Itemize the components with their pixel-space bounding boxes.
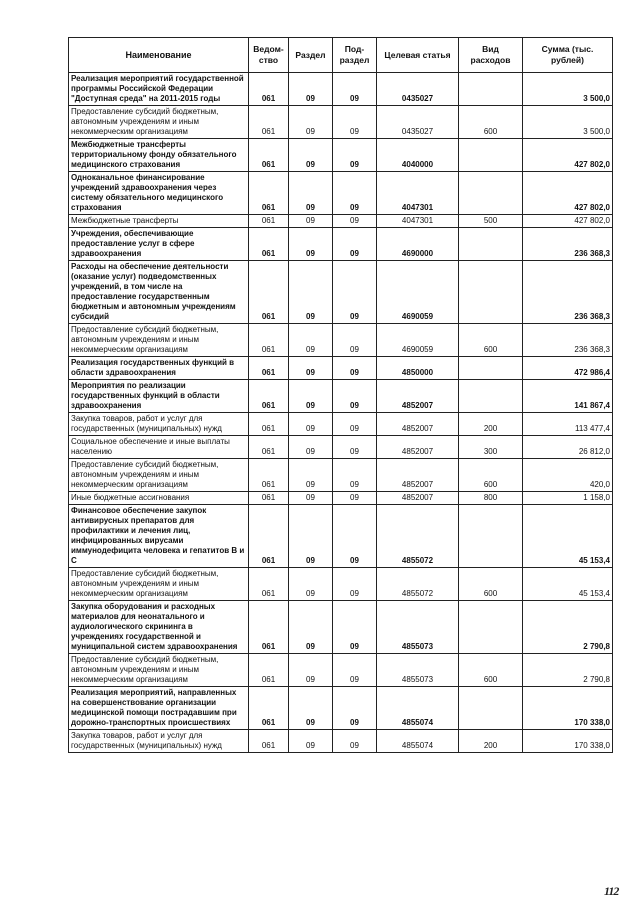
cell-sub: 09 bbox=[333, 436, 377, 459]
cell-name: Социальное обеспечение и иные выплаты населению bbox=[69, 436, 249, 459]
cell-section: 09 bbox=[289, 413, 333, 436]
cell-name: Предоставление субсидий бюджетным, автономным учреждениям и иным некоммерческим организациям bbox=[69, 106, 249, 139]
cell-sum: 236 368,3 bbox=[523, 228, 613, 261]
cell-dept: 061 bbox=[249, 687, 289, 730]
table-row bbox=[69, 380, 613, 413]
cell-name: Реализация мероприятий, направленных на совершенствование организации медицинской помощи пострадавшим при дорожно-транспортных происшествиях bbox=[69, 687, 249, 730]
cell-sub: 09 bbox=[333, 601, 377, 654]
cell-section: 09 bbox=[289, 654, 333, 687]
cell-kind bbox=[459, 505, 523, 568]
cell-kind: 600 bbox=[459, 324, 523, 357]
table-row bbox=[69, 413, 613, 436]
cell-sub: 09 bbox=[333, 413, 377, 436]
cell-target: 4855074 bbox=[377, 687, 459, 730]
cell-name: Закупка оборудования и расходных материалов для неонатального и аудиологического скрининга в учреждениях государственной и муниципальной систем здравоохранения bbox=[69, 601, 249, 654]
cell-section: 09 bbox=[289, 380, 333, 413]
cell-section: 09 bbox=[289, 568, 333, 601]
cell-sub: 09 bbox=[333, 505, 377, 568]
cell-sum: 113 477,4 bbox=[523, 413, 613, 436]
cell-kind bbox=[459, 228, 523, 261]
cell-kind: 600 bbox=[459, 459, 523, 492]
table-row bbox=[69, 228, 613, 261]
table-row bbox=[69, 492, 613, 505]
cell-sub: 09 bbox=[333, 215, 377, 228]
cell-target: 4855073 bbox=[377, 654, 459, 687]
header-target: Целевая статья bbox=[377, 38, 459, 73]
cell-kind bbox=[459, 261, 523, 324]
cell-name: Расходы на обеспечение деятельности (оказание услуг) подведомственных учреждений, в том числе на предоставление государственным бюджетным и автономным учреждениям субсидий bbox=[69, 261, 249, 324]
cell-name: Мероприятия по реализации государственных функций в области здравоохранения bbox=[69, 380, 249, 413]
cell-target: 4855074 bbox=[377, 730, 459, 753]
table-row bbox=[69, 505, 613, 568]
header-sum: Сумма (тыс. рублей) bbox=[523, 38, 613, 73]
table-row bbox=[69, 106, 613, 139]
cell-target: 4852007 bbox=[377, 413, 459, 436]
cell-sum: 3 500,0 bbox=[523, 73, 613, 106]
header-dept: Ведом-ство bbox=[249, 38, 289, 73]
cell-sum: 2 790,8 bbox=[523, 654, 613, 687]
cell-sum: 427 802,0 bbox=[523, 172, 613, 215]
cell-sub: 09 bbox=[333, 654, 377, 687]
cell-section: 09 bbox=[289, 357, 333, 380]
cell-dept: 061 bbox=[249, 601, 289, 654]
budget-table-sheet bbox=[68, 37, 612, 753]
cell-sub: 09 bbox=[333, 73, 377, 106]
cell-sub: 09 bbox=[333, 228, 377, 261]
cell-name: Одноканальное финансирование учреждений здравоохранения через систему обязательного медицинского страхования bbox=[69, 172, 249, 215]
cell-kind: 800 bbox=[459, 492, 523, 505]
cell-dept: 061 bbox=[249, 654, 289, 687]
cell-kind: 600 bbox=[459, 654, 523, 687]
cell-section: 09 bbox=[289, 601, 333, 654]
cell-target: 4852007 bbox=[377, 436, 459, 459]
cell-kind: 300 bbox=[459, 436, 523, 459]
cell-target: 4852007 bbox=[377, 459, 459, 492]
cell-section: 09 bbox=[289, 106, 333, 139]
cell-sum: 1 158,0 bbox=[523, 492, 613, 505]
cell-target: 4047301 bbox=[377, 215, 459, 228]
cell-sub: 09 bbox=[333, 324, 377, 357]
cell-target: 4040000 bbox=[377, 139, 459, 172]
cell-target: 4852007 bbox=[377, 492, 459, 505]
cell-sub: 09 bbox=[333, 357, 377, 380]
cell-sum: 45 153,4 bbox=[523, 568, 613, 601]
cell-name: Предоставление субсидий бюджетным, автономным учреждениям и иным некоммерческим организациям bbox=[69, 654, 249, 687]
cell-name: Учреждения, обеспечивающие предоставление услуг в сфере здравоохранения bbox=[69, 228, 249, 261]
cell-name: Иные бюджетные ассигнования bbox=[69, 492, 249, 505]
cell-dept: 061 bbox=[249, 492, 289, 505]
page-number-mark: 112 bbox=[604, 884, 619, 898]
cell-sum: 420,0 bbox=[523, 459, 613, 492]
table-row bbox=[69, 601, 613, 654]
cell-sub: 09 bbox=[333, 459, 377, 492]
cell-sub: 09 bbox=[333, 730, 377, 753]
cell-kind bbox=[459, 139, 523, 172]
cell-sum: 170 338,0 bbox=[523, 730, 613, 753]
cell-section: 09 bbox=[289, 459, 333, 492]
table-row bbox=[69, 172, 613, 215]
cell-name: Предоставление субсидий бюджетным, автономным учреждениям и иным некоммерческим организациям bbox=[69, 324, 249, 357]
cell-kind: 600 bbox=[459, 106, 523, 139]
table-row bbox=[69, 568, 613, 601]
table-header-row bbox=[69, 38, 613, 73]
cell-sum: 141 867,4 bbox=[523, 380, 613, 413]
cell-sum: 26 812,0 bbox=[523, 436, 613, 459]
cell-name: Межбюджетные трансферты территориальному фонду обязательного медицинского страхования bbox=[69, 139, 249, 172]
cell-dept: 061 bbox=[249, 172, 289, 215]
cell-sum: 170 338,0 bbox=[523, 687, 613, 730]
cell-section: 09 bbox=[289, 172, 333, 215]
cell-dept: 061 bbox=[249, 261, 289, 324]
cell-name: Межбюджетные трансферты bbox=[69, 215, 249, 228]
table-row bbox=[69, 436, 613, 459]
cell-target: 4690059 bbox=[377, 261, 459, 324]
cell-sum: 2 790,8 bbox=[523, 601, 613, 654]
cell-sub: 09 bbox=[333, 380, 377, 413]
cell-section: 09 bbox=[289, 215, 333, 228]
cell-section: 09 bbox=[289, 492, 333, 505]
table-row bbox=[69, 139, 613, 172]
cell-target: 4855072 bbox=[377, 568, 459, 601]
table-row bbox=[69, 357, 613, 380]
cell-target: 4690059 bbox=[377, 324, 459, 357]
cell-target: 4047301 bbox=[377, 172, 459, 215]
cell-dept: 061 bbox=[249, 436, 289, 459]
cell-kind bbox=[459, 172, 523, 215]
cell-name: Предоставление субсидий бюджетным, автономным учреждениям и иным некоммерческим организациям bbox=[69, 459, 249, 492]
cell-dept: 061 bbox=[249, 413, 289, 436]
cell-target: 4852007 bbox=[377, 380, 459, 413]
cell-sum: 427 802,0 bbox=[523, 139, 613, 172]
table-row bbox=[69, 261, 613, 324]
cell-dept: 061 bbox=[249, 357, 289, 380]
cell-dept: 061 bbox=[249, 505, 289, 568]
cell-name: Финансовое обеспечение закупок антивирусных препаратов для профилактики и лечения лиц, инфицированных вирусами иммунодефицита человека и гепатитов В и С bbox=[69, 505, 249, 568]
cell-name: Реализация государственных функций в области здравоохранения bbox=[69, 357, 249, 380]
cell-sum: 236 368,3 bbox=[523, 324, 613, 357]
cell-name: Закупка товаров, работ и услуг для государственных (муниципальных) нужд bbox=[69, 730, 249, 753]
cell-section: 09 bbox=[289, 687, 333, 730]
cell-section: 09 bbox=[289, 73, 333, 106]
cell-target: 0435027 bbox=[377, 106, 459, 139]
cell-sub: 09 bbox=[333, 568, 377, 601]
cell-section: 09 bbox=[289, 730, 333, 753]
cell-dept: 061 bbox=[249, 568, 289, 601]
cell-dept: 061 bbox=[249, 215, 289, 228]
cell-target: 4690000 bbox=[377, 228, 459, 261]
cell-dept: 061 bbox=[249, 73, 289, 106]
cell-dept: 061 bbox=[249, 324, 289, 357]
table-row bbox=[69, 687, 613, 730]
cell-sum: 3 500,0 bbox=[523, 106, 613, 139]
cell-kind: 600 bbox=[459, 568, 523, 601]
cell-target: 4855072 bbox=[377, 505, 459, 568]
cell-dept: 061 bbox=[249, 228, 289, 261]
cell-kind bbox=[459, 357, 523, 380]
cell-sub: 09 bbox=[333, 492, 377, 505]
header-name: Наименование bbox=[69, 38, 249, 73]
cell-section: 09 bbox=[289, 436, 333, 459]
cell-sum: 472 986,4 bbox=[523, 357, 613, 380]
cell-sub: 09 bbox=[333, 687, 377, 730]
header-section: Раздел bbox=[289, 38, 333, 73]
cell-target: 4850000 bbox=[377, 357, 459, 380]
table-body bbox=[69, 73, 613, 753]
cell-section: 09 bbox=[289, 505, 333, 568]
table-row bbox=[69, 324, 613, 357]
cell-name: Предоставление субсидий бюджетным, автономным учреждениям и иным некоммерческим организациям bbox=[69, 568, 249, 601]
header-subsection: Под-раздел bbox=[333, 38, 377, 73]
cell-section: 09 bbox=[289, 228, 333, 261]
cell-dept: 061 bbox=[249, 730, 289, 753]
cell-section: 09 bbox=[289, 261, 333, 324]
cell-kind bbox=[459, 73, 523, 106]
cell-kind: 200 bbox=[459, 730, 523, 753]
cell-dept: 061 bbox=[249, 139, 289, 172]
cell-kind: 200 bbox=[459, 413, 523, 436]
cell-sum: 236 368,3 bbox=[523, 261, 613, 324]
cell-dept: 061 bbox=[249, 459, 289, 492]
cell-kind bbox=[459, 687, 523, 730]
cell-section: 09 bbox=[289, 324, 333, 357]
cell-kind bbox=[459, 380, 523, 413]
cell-dept: 061 bbox=[249, 380, 289, 413]
table-row bbox=[69, 730, 613, 753]
cell-sum: 427 802,0 bbox=[523, 215, 613, 228]
cell-sub: 09 bbox=[333, 172, 377, 215]
table-row bbox=[69, 73, 613, 106]
cell-kind: 500 bbox=[459, 215, 523, 228]
cell-dept: 061 bbox=[249, 106, 289, 139]
header-kind: Вид расходов bbox=[459, 38, 523, 73]
cell-target: 0435027 bbox=[377, 73, 459, 106]
budget-table bbox=[68, 37, 613, 753]
cell-sub: 09 bbox=[333, 261, 377, 324]
table-row bbox=[69, 459, 613, 492]
cell-sub: 09 bbox=[333, 106, 377, 139]
cell-sum: 45 153,4 bbox=[523, 505, 613, 568]
cell-target: 4855073 bbox=[377, 601, 459, 654]
table-row bbox=[69, 215, 613, 228]
cell-kind bbox=[459, 601, 523, 654]
cell-name: Закупка товаров, работ и услуг для государственных (муниципальных) нужд bbox=[69, 413, 249, 436]
cell-sub: 09 bbox=[333, 139, 377, 172]
cell-section: 09 bbox=[289, 139, 333, 172]
cell-name: Реализация мероприятий государственной программы Российской Федерации "Доступная среда" на 2011-2015 годы bbox=[69, 73, 249, 106]
table-row bbox=[69, 654, 613, 687]
